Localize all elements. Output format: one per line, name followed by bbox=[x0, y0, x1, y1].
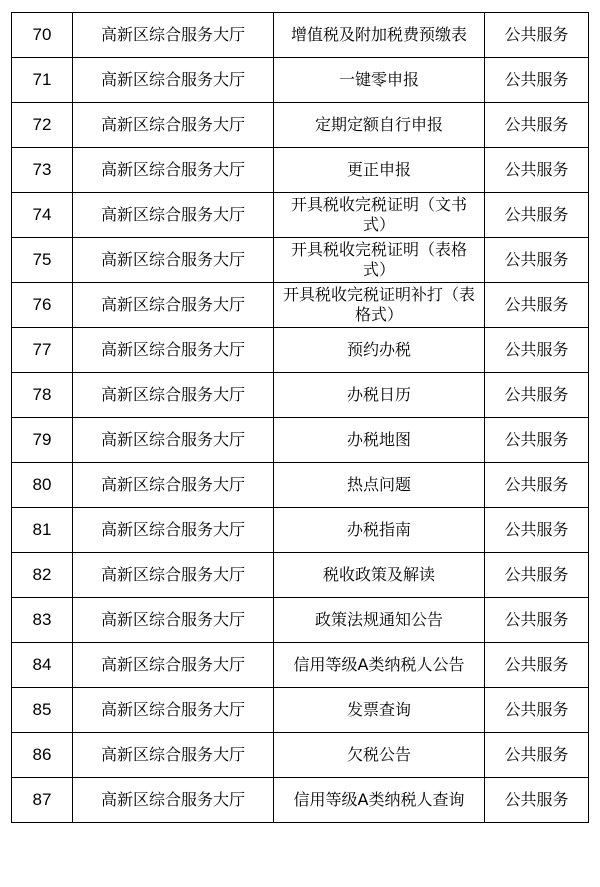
department-cell: 高新区综合服务大厅 bbox=[73, 418, 274, 463]
department-cell: 高新区综合服务大厅 bbox=[73, 553, 274, 598]
row-number-cell: 79 bbox=[12, 418, 73, 463]
row-number-cell: 87 bbox=[12, 778, 73, 823]
table-row bbox=[12, 13, 589, 58]
department-cell: 高新区综合服务大厅 bbox=[73, 778, 274, 823]
table-row bbox=[12, 688, 589, 733]
service-type-cell: 公共服务 bbox=[485, 283, 589, 328]
service-items-table bbox=[11, 12, 589, 823]
service-item-cell: 开具税收完税证明（文书式） bbox=[274, 193, 485, 238]
service-item-cell: 一键零申报 bbox=[274, 58, 485, 103]
department-cell: 高新区综合服务大厅 bbox=[73, 508, 274, 553]
table-row bbox=[12, 508, 589, 553]
service-type-cell: 公共服务 bbox=[485, 328, 589, 373]
row-number-cell: 74 bbox=[12, 193, 73, 238]
department-cell: 高新区综合服务大厅 bbox=[73, 643, 274, 688]
department-cell: 高新区综合服务大厅 bbox=[73, 463, 274, 508]
department-cell: 高新区综合服务大厅 bbox=[73, 283, 274, 328]
service-table-sheet bbox=[11, 12, 588, 823]
row-number-cell: 71 bbox=[12, 58, 73, 103]
table-row bbox=[12, 238, 589, 283]
department-cell: 高新区综合服务大厅 bbox=[73, 103, 274, 148]
row-number-cell: 80 bbox=[12, 463, 73, 508]
table-row bbox=[12, 778, 589, 823]
service-item-cell: 开具税收完税证明（表格式） bbox=[274, 238, 485, 283]
department-cell: 高新区综合服务大厅 bbox=[73, 733, 274, 778]
table-row bbox=[12, 373, 589, 418]
service-type-cell: 公共服务 bbox=[485, 463, 589, 508]
service-type-cell: 公共服务 bbox=[485, 778, 589, 823]
table-row bbox=[12, 328, 589, 373]
row-number-cell: 70 bbox=[12, 13, 73, 58]
department-cell: 高新区综合服务大厅 bbox=[73, 58, 274, 103]
row-number-cell: 75 bbox=[12, 238, 73, 283]
department-cell: 高新区综合服务大厅 bbox=[73, 13, 274, 58]
row-number-cell: 86 bbox=[12, 733, 73, 778]
table-row bbox=[12, 58, 589, 103]
service-type-cell: 公共服务 bbox=[485, 103, 589, 148]
service-type-cell: 公共服务 bbox=[485, 733, 589, 778]
table-row bbox=[12, 418, 589, 463]
service-type-cell: 公共服务 bbox=[485, 193, 589, 238]
row-number-cell: 83 bbox=[12, 598, 73, 643]
service-type-cell: 公共服务 bbox=[485, 688, 589, 733]
table-row bbox=[12, 148, 589, 193]
service-item-cell: 发票查询 bbox=[274, 688, 485, 733]
row-number-cell: 84 bbox=[12, 643, 73, 688]
department-cell: 高新区综合服务大厅 bbox=[73, 688, 274, 733]
service-type-cell: 公共服务 bbox=[485, 58, 589, 103]
row-number-cell: 77 bbox=[12, 328, 73, 373]
row-number-cell: 76 bbox=[12, 283, 73, 328]
service-type-cell: 公共服务 bbox=[485, 643, 589, 688]
table-row bbox=[12, 283, 589, 328]
service-item-cell: 热点问题 bbox=[274, 463, 485, 508]
department-cell: 高新区综合服务大厅 bbox=[73, 238, 274, 283]
table-row bbox=[12, 643, 589, 688]
row-number-cell: 85 bbox=[12, 688, 73, 733]
department-cell: 高新区综合服务大厅 bbox=[73, 193, 274, 238]
row-number-cell: 82 bbox=[12, 553, 73, 598]
table-row bbox=[12, 103, 589, 148]
service-type-cell: 公共服务 bbox=[485, 373, 589, 418]
table-row bbox=[12, 553, 589, 598]
service-item-cell: 欠税公告 bbox=[274, 733, 485, 778]
department-cell: 高新区综合服务大厅 bbox=[73, 373, 274, 418]
service-item-cell: 办税日历 bbox=[274, 373, 485, 418]
service-type-cell: 公共服务 bbox=[485, 508, 589, 553]
row-number-cell: 81 bbox=[12, 508, 73, 553]
table-row bbox=[12, 733, 589, 778]
service-item-cell: 增值税及附加税费预缴表 bbox=[274, 13, 485, 58]
service-item-cell: 税收政策及解读 bbox=[274, 553, 485, 598]
service-type-cell: 公共服务 bbox=[485, 418, 589, 463]
service-item-cell: 开具税收完税证明补打（表格式） bbox=[274, 283, 485, 328]
service-item-cell: 更正申报 bbox=[274, 148, 485, 193]
table-row bbox=[12, 463, 589, 508]
service-type-cell: 公共服务 bbox=[485, 553, 589, 598]
row-number-cell: 72 bbox=[12, 103, 73, 148]
service-item-cell: 定期定额自行申报 bbox=[274, 103, 485, 148]
service-item-cell: 信用等级A类纳税人查询 bbox=[274, 778, 485, 823]
row-number-cell: 78 bbox=[12, 373, 73, 418]
table-body bbox=[12, 13, 589, 823]
service-item-cell: 办税指南 bbox=[274, 508, 485, 553]
service-type-cell: 公共服务 bbox=[485, 238, 589, 283]
service-type-cell: 公共服务 bbox=[485, 13, 589, 58]
service-item-cell: 政策法规通知公告 bbox=[274, 598, 485, 643]
department-cell: 高新区综合服务大厅 bbox=[73, 598, 274, 643]
department-cell: 高新区综合服务大厅 bbox=[73, 148, 274, 193]
service-type-cell: 公共服务 bbox=[485, 598, 589, 643]
service-item-cell: 办税地图 bbox=[274, 418, 485, 463]
service-type-cell: 公共服务 bbox=[485, 148, 589, 193]
row-number-cell: 73 bbox=[12, 148, 73, 193]
service-item-cell: 预约办税 bbox=[274, 328, 485, 373]
table-row bbox=[12, 193, 589, 238]
table-row bbox=[12, 598, 589, 643]
department-cell: 高新区综合服务大厅 bbox=[73, 328, 274, 373]
service-item-cell: 信用等级A类纳税人公告 bbox=[274, 643, 485, 688]
